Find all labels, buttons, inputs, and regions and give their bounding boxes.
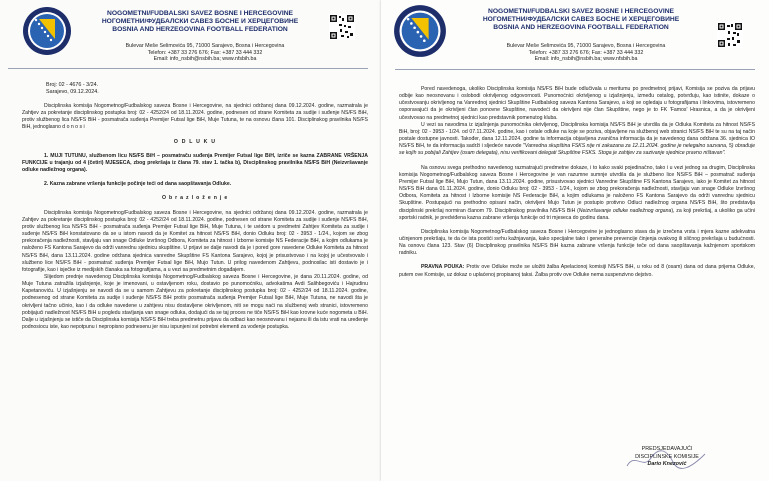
reasoning-title: O b r a z l o ž e n j e	[161, 195, 229, 202]
federation-phone: Telefon: +387 33 276 676; Fax: +387 33 444 332	[528, 49, 644, 56]
signature-title-1: PREDSJEDAVAJUĆI	[641, 446, 693, 452]
reasoning-paragraph-2: Slijedom prednje navedenog Disciplinska komisija Nogometnog/Fudbalskog saveza Bosne i Hercegovine, je dana 20.11.2024. godine, od Muje Tutuna zatražila izjašnjenje, koje je imenovani, u ostavljenom roku, dostavio po punomoćniku, advokatima Avdi Salihbegoviću i Hajrudinu Kapetanoviću. U izjašnjenju se navodi da se u samom Zahtjevu za pokretanje disciplinskog postupka broj: 02 - 4252/24 od 18.11.2024. godine, podnesenog od strane Komiteta za sudije i suđenje NS/FS BiH protiv posmatrača suđenja Premijer Futsal lige BiH, Muje Tutuna, ne navodi šta je okrivljeni tačno učinio, kao i da odluke navedene u zahtjevu nisu dostavljene okrivljenom, niti se mogu naći na službenoj web stranici, istovremeno pobijajući nadležnost NS/FS BiH u pogledu stavljanja van snage odluka, dodajući da se taj proces ne tiče NS/FS BiH kao krovne kuće nogometa u BiH. Dalje u izjašnjenju se ističe da Disciplinska komisija NS/FS BiH treba predmetnu prijavu da odbaci kao neosnovanu i nejasnu ili da istu vrati na uređenje podnosiocu iste, kao nepotpunu i nepropisno podnesenu jer nisu ispunjeni svi potrebni elementi za vođenje postupka.	[22, 273, 368, 331]
right-paragraph-2-text: U vezi sa navodima iz izjašnjenja punomoćnika okrivljenog, Disciplinska komisija NS/FS BiH je utvrdila da je Odluka Komiteta za hitnost NS/FS BiH, broj: 02 - 3953 - 1/24. od 07.11.2024. godine, kao i ostale odluke na koje se poziva, objavljene na službenoj web stranici NS/FS BiH te su na taj način postale dostupne javnosti. Također, dana 12.11.2024. godine ta informacija objavljena zvanična informacija da je navedenog dana održana 36. sjednica IO NS/FS BiH, te da informacija sadrži i sljedeće navode	[399, 121, 755, 150]
right-paragraph-2	[399, 122, 755, 158]
federation-name-latin: NOGOMETNI/FUDBALSKI SAVEZ BOSNE I HERCEGOVINE	[106, 10, 294, 17]
legal-notice-text: Protiv ove Odluke može se uložiti žalba Apelacionoj komisiji NS/FS BiH, u roku od 8 (osam) dana od dana prijema Odluke, putem ove Komisije, uz dokaz o uplaćenoj propisanoj taksi. Žalba protiv ove Odluke nema suspenzivno dejstvo.	[399, 264, 755, 278]
federation-address: Bulevar Meše Selimovića 95, 71000 Sarajevo, Bosna i Hercegovina	[506, 43, 666, 49]
signature-name: Dario Knezović	[647, 461, 687, 467]
letterhead	[0, 0, 384, 70]
right-paragraph-3-end: ), za koji prekršaj, a ukoliko ga učini sportski radnik, je predviđena kazna zabrane vršenja funkcije od tri mjeseca do godinu dana.	[399, 207, 755, 221]
federation-phone: Telefon: +387 33 276 676; Fax: +387 33 444 332	[147, 49, 263, 56]
left-page-body	[22, 103, 368, 331]
right-paragraph-3-text: Na osnovu svega prethodno navedenog razmatrajući predmetne dokaze, i to kako svaki pojedinačno, tako i u vezi jednog sa drugim, Disciplinska komisija Nogometnog/Fudbalskog saveza Bosne i Hercegovine je van razumne sumnje utvrdila da je službeno lice NS/FS BiH – posmatrač suđenja Premijer Futsal lige BiH, Mujo Tutun, dana 13.11.2024. godine, prisustvovao sjednici Vanredne Skupštine FS Kantona Sarajevo, iako je Komitet za hitnost NS/FS BiH dana 01.11.2024. godine, donio Odluku broj: 02 - 3953 - 1/24., kojom se zbog prekoračenja nadležnosti, stavljaju van snage Odluke Izvršnog Odbora, Komiteta za hitnost i Izborne komisije NS Federacije BiH, a kojim odlukama je naloženo FS Kantona Sarajevo da održi vanrednu sjednicu Skupštine. Postupajući na prethodno opisani način, okrivljeni Mujo Tutun je postupio protivno Odluci nadležnog organa NS/FS BiH, što predstavlja disciplinski prekršaj normiran članom 79. Disciplinskog pravilnika NS/FS BiH (	[399, 164, 755, 214]
right-paragraph-4: Disciplinska komisija Nogometnog/Fudbalskog saveza Bosne i Hercegovine je jednoglasno stava da je izrečena vrsta i mjera kazne adekvatna učinjenom prekršaju, te da će ista postići svrhu kažnjavanja, kako specijalne tako i generalne prevencije činjenja ovakvog ili sličnog prekršaja u budućnosti. Na osnovu člana 123. Stav (6) Disciplinskog pravilnika NS/FS BiH kazna zabrane vršenja funkcije teče od dana saopštavanja kažnjenom sportskom radniku.	[399, 228, 755, 257]
nfsbih-crest-logo	[393, 4, 447, 58]
federation-name-english: BOSNIA AND HERZEGOVINA FOOTBALL FEDERATION	[493, 24, 669, 32]
federation-name-cyrillic: НОГОМЕТНИ/ФУДБАЛСКИ САВЕЗ БОСНЕ И ХЕРЦЕГОВИНЕ	[482, 16, 680, 24]
right-paragraph-2-quote: "Vanredna skupština FSKS nije ni zakazana za 12.11.2024. godine je nelegalno sazvana, 5) obrađuje se kojih su pobijali Zahtjev (osam delegata), nisu verifikovani delegati Skupštine FSKS. Stoga je zahtjev za sazivanje sjednice pravno ništavan".	[399, 143, 755, 157]
right-paragraph-1: Pored navedenoga, ukoliko Disciplinska komisija NS/FS BiH bude odlučivala u meritumu po predmetnoj prijavi, Komisija se poziva da prijavu odbije kao neosnovanu i oslobodi okrivljenog odgovornosti. Punomoćnici okrivljenog u izjašnjenju, između ostalog, potvrđuju, kao istinite, dokaze o učestvovanju okrivljenog na Vanrednoj sjednici Skupštine Fudbalskog saveza Kantona Sarajevo, a koji se ogledaju u fotografijama i linkovima, istovremeno osporavajući da je okrivljeni član ponovne Skupštine, navodeći da okrivljeni nije član Skupštine, nego je to FK 'Famos' Hrasnica, a da je okrivljeni učestvovao na predmetnoj sjednici kao predstavnik pomenutog kluba.	[399, 86, 755, 121]
nfsbih-crest-logo	[22, 6, 72, 56]
document-page-right	[381, 0, 769, 481]
header-divider	[8, 68, 368, 69]
document-meta	[46, 82, 99, 96]
reasoning-paragraph-1: Disciplinska komisija Nogometnog/Fudbalskog saveza Bosne i Hercegovine, na sjednici održanoj dana 09.12.2024. godine, razmatrala je Zahtjev za pokretanje disciplinskog postupka broj: 02 - 4252/24 od 18.11.2024. godine, podnesen od strane Komiteta za sudije i suđenje NS/FS BiH, protiv službenog lica NS/FS BiH - posmatrača suđenja Premijer Futsal lige BiH, Muje Tutuna, i te uvidom u predmetni Zahtjev Komiteta za sudije i suđenje NS/FS BiH konstatovano da se u istom navodi da je Komitet za hitnost NS/FS BiH, donio Odluku broj: 02 - 3953 - 1/24., kojom se zbog prekoračenja nadležnosti, stavljaju van snage Odluke Izvršnog Odbora, Komiteta za hitnost i Izborne komisije NS Federacije BiH, a kojim odlukama je naloženo FS Kantona Sarajevo da održi vanrednu sjednicu skupštine. U prijavi se dalje navodi da je i pored gore navedene Odluke Komiteta za hitnost NS/FS BiH, dana 13.11.2024. godine održana sjednica vanredne Skupštine FS Kantona Sarajevo, kojoj je prisustvovao i na kojoj je učestvovalo i službeno lice NS/FS BiH - posmatrač suđenja Premijer Futsal lige BiH, Mujo Tutun. U prilog navedenom Zahtjevu, podnosilac isti dostavio je i fotografije, kao i isječke iz medijskih članaka sa fotografijama, a u vezi sa predmetnim događajem.	[22, 209, 368, 273]
handwritten-signature	[621, 446, 711, 474]
decision-point-2: 2. Kazna zabrane vršenja funkcije počinje teći od dana saopštavanja Odluke.	[44, 181, 232, 188]
federation-name	[451, 8, 711, 33]
federation-contact	[110, 43, 300, 63]
right-page-body	[399, 86, 755, 279]
legal-notice	[399, 264, 755, 278]
federation-name	[80, 10, 320, 35]
decision-point-1: 1. MUJI TUTUNU, službenom licu NS/FS BiH – posmatraču suđenja Premijer Futsal lige BiH, izriče se kazna ZABRANE VRŠENJA FUNKCIJE u trajanju od 4 (četiri) MJESECA, zbog prekršaja iz člana 79. stav 1. tačka b), Disciplinskog pravilnika NS/FS BiH (Neizvršavanje odluke nadležnog organa).	[22, 152, 368, 174]
reference-number: Broj: 02 - 4676 - 3/24.	[46, 82, 99, 88]
document-page-left	[0, 0, 384, 481]
legal-notice-label: PRAVNA POUKA:	[421, 264, 465, 271]
right-paragraph-3	[399, 165, 755, 222]
qr-code-icon	[717, 22, 743, 48]
federation-name-latin: NOGOMETNI/FUDBALSKI SAVEZ BOSNE I HERCEGOVINE	[487, 8, 675, 15]
header-divider	[395, 69, 755, 70]
federation-email: Email: info_nsbih@nsbih.ba; www.nfsbih.ba	[534, 56, 638, 63]
document-date: Sarajevo, 09.12.2024.	[46, 89, 99, 95]
qr-code-icon	[329, 14, 355, 40]
federation-contact	[501, 43, 671, 63]
letterhead	[381, 0, 769, 70]
federation-name-english: BOSNIA AND HERZEGOVINA FOOTBALL FEDERATION	[112, 26, 288, 34]
decision-title: O D L U K U	[173, 138, 217, 145]
federation-address: Bulevar Meše Selimovića 95, 71000 Sarajevo, Bosna i Hercegovina	[125, 43, 285, 49]
right-paragraph-3-italic: Neizvršavanje odluke nadležnog organa	[578, 207, 672, 214]
federation-email: Email: info_nsbih@nsbih.ba; www.nfsbih.ba	[153, 56, 257, 63]
federation-name-cyrillic: НОГОМЕТНИ/ФУДБАЛСКИ САВЕЗ БОСНЕ И ХЕРЦЕГОВИНЕ	[101, 18, 299, 26]
intro-paragraph: Disciplinska komisija Nogometnog/Fudbalskog saveza Bosne i Hercegovine, na sjednici održanoj dana 09.12.2024. godine, razmatrala je Zahtjev za pokretanje disciplinskog postupka broj: 02 - 4252/24 od 18.11.2024. godine, podnesen od strane Komiteta za sudije i suđenje NS/FS BiH, protiv službenog lica NS/FS BiH - posmatrača suđenja Premijer Futsal lige BiH, Muje Tutuna, te na osnovu člana 101. Disciplinskog pravilnika NS/FS BiH, jednoglasno d o n o s i	[22, 103, 368, 131]
signature-title-2: DISCIPLINSKE KOMISIJE	[635, 453, 699, 460]
